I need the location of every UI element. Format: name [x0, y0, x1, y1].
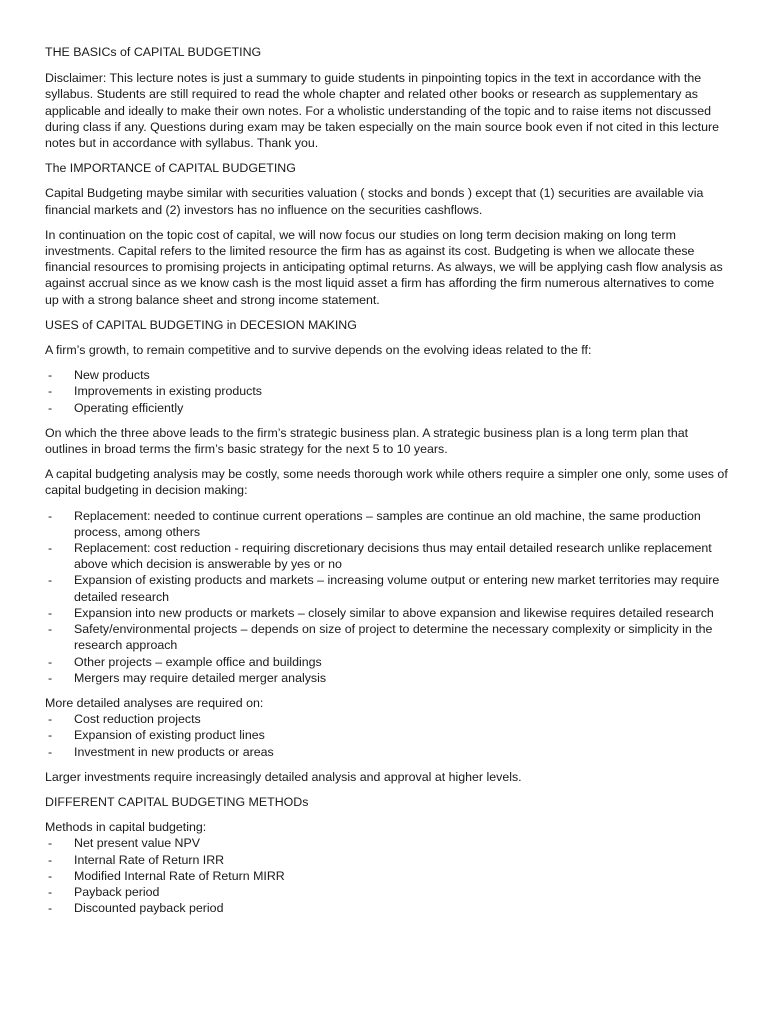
- dash-bullet: -: [48, 728, 53, 743]
- list-item-text: Replacement: needed to continue current operations – samples are continue an old machine, the same production process, among others: [74, 508, 701, 539]
- dash-bullet: -: [48, 884, 53, 899]
- dash-bullet: -: [48, 400, 53, 415]
- list-item: [45, 383, 728, 399]
- list-item-text: Operating efficiently: [74, 400, 184, 415]
- list-item: [45, 868, 728, 884]
- dash-bullet: -: [48, 622, 53, 637]
- list-item-text: Expansion of existing products and markets – increasing volume output or entering new market territories may require detailed research: [74, 573, 720, 604]
- list-item-text: Discounted payback period: [74, 901, 224, 916]
- growth-list: [45, 367, 728, 416]
- list-item: [45, 572, 728, 604]
- list-item-text: New products: [74, 368, 150, 383]
- dash-bullet: -: [48, 901, 53, 916]
- list-item: [45, 540, 728, 572]
- costly-analysis-paragraph: A capital budgeting analysis may be costly, some needs thorough work while others require a simpler one only, some uses of capital budgeting in decision making:: [45, 467, 728, 498]
- dash-bullet: -: [48, 712, 53, 727]
- list-item-text: Internal Rate of Return IRR: [74, 852, 225, 867]
- detailed-analyses-heading: More detailed analyses are required on:: [45, 695, 264, 710]
- importance-paragraph-2: In continuation on the topic cost of capital, we will now focus our studies on long term decision making on long term investments. Capital refers to the limited resource the firm has as against its cost. Budgeting is when we allocate these financial resources to promising projects in anticipating optimal returns. As always, we will be applying cash flow analysis as against accrual since as we know cash is the most liquid asset a firm has affording the firm numerous alternatives to come up with a strong balance sheet and strong income statement.: [45, 227, 723, 307]
- list-item-text: Mergers may require detailed merger analysis: [74, 670, 327, 685]
- dash-bullet: -: [48, 836, 53, 851]
- list-item: [45, 508, 728, 540]
- document-title: THE BASICs of CAPITAL BUDGETING: [45, 45, 262, 59]
- dash-bullet: -: [48, 852, 53, 867]
- list-item: [45, 835, 728, 851]
- dash-bullet: -: [48, 541, 53, 556]
- dash-bullet: -: [48, 508, 53, 523]
- list-item: [45, 711, 728, 727]
- list-item: [45, 744, 728, 760]
- importance-paragraph-1: Capital Budgeting maybe similar with securities valuation ( stocks and bonds ) except that (1) securities are available via financial markets and (2) investors has no influence on the securities cashflows.: [45, 186, 704, 217]
- list-item: [45, 900, 728, 916]
- list-item-text: Replacement: cost reduction - requiring discretionary decisions thus may entail detailed research unlike replacement above which decision is answerable by yes or no: [74, 541, 712, 572]
- dash-bullet: -: [48, 670, 53, 685]
- dash-bullet: -: [48, 744, 53, 759]
- dash-bullet: -: [48, 868, 53, 883]
- dash-bullet: -: [48, 654, 53, 669]
- detailed-analyses-list: [45, 711, 728, 760]
- uses-heading: USES of CAPITAL BUDGETING in DECESION MAKING: [45, 317, 357, 332]
- uses-list: [45, 508, 728, 686]
- list-item-text: Expansion into new products or markets – closely similar to above expansion and likewise requires detailed research: [74, 605, 714, 620]
- list-item-text: Investment in new products or areas: [74, 744, 274, 759]
- list-item: [45, 654, 728, 670]
- methods-intro: Methods in capital budgeting:: [45, 820, 207, 835]
- list-item: [45, 621, 728, 653]
- list-item-text: Net present value NPV: [74, 836, 201, 851]
- importance-heading: The IMPORTANCE of CAPITAL BUDGETING: [45, 161, 296, 176]
- dash-bullet: -: [48, 573, 53, 588]
- list-item-text: Expansion of existing product lines: [74, 728, 265, 743]
- list-item: [45, 367, 728, 383]
- strategic-plan-paragraph: On which the three above leads to the firm’s strategic business plan. A strategic business plan is a long term plan that outlines in broad terms the firm’s basic strategy for the next 5 to 10 years.: [45, 425, 689, 457]
- larger-investments-paragraph: Larger investments require increasingly detailed analysis and approval at higher levels.: [45, 769, 522, 784]
- disclaimer-paragraph: Disclaimer: This lecture notes is just a summary to guide students in pinpointing topics in the text in accordance with the syllabus. Students are still required to read the whole chapter and related other books or research as supplementary as applicable and ideally to make their own notes. For a wholistic understanding of the topic and to raise items not discussed during class if any. Questions during exam may be taken especially on the main source book even if not cited in this lecture notes but in accordance with syllabus. Thank you.: [45, 71, 720, 151]
- list-item-text: Other projects – example office and buildings: [74, 654, 322, 669]
- list-item: [45, 400, 728, 416]
- dash-bullet: -: [48, 384, 53, 399]
- list-item-text: Safety/environmental projects – depends on size of project to determine the necessary complexity or simplicity in the research approach: [74, 622, 713, 653]
- list-item-text: Modified Internal Rate of Return MIRR: [74, 868, 285, 883]
- dash-bullet: -: [48, 368, 53, 383]
- list-item: [45, 727, 728, 743]
- list-item-text: Payback period: [74, 884, 160, 899]
- dash-bullet: -: [48, 605, 53, 620]
- list-item-text: Cost reduction projects: [74, 712, 201, 727]
- list-item: [45, 670, 728, 686]
- uses-intro-paragraph: A firm’s growth, to remain competitive and to survive depends on the evolving ideas related to the ff:: [45, 343, 592, 358]
- list-item: [45, 884, 728, 900]
- list-item: [45, 852, 728, 868]
- list-item-text: Improvements in existing products: [74, 384, 263, 399]
- list-item: [45, 605, 728, 621]
- methods-list: [45, 835, 728, 916]
- methods-heading: DIFFERENT CAPITAL BUDGETING METHODs: [45, 794, 309, 809]
